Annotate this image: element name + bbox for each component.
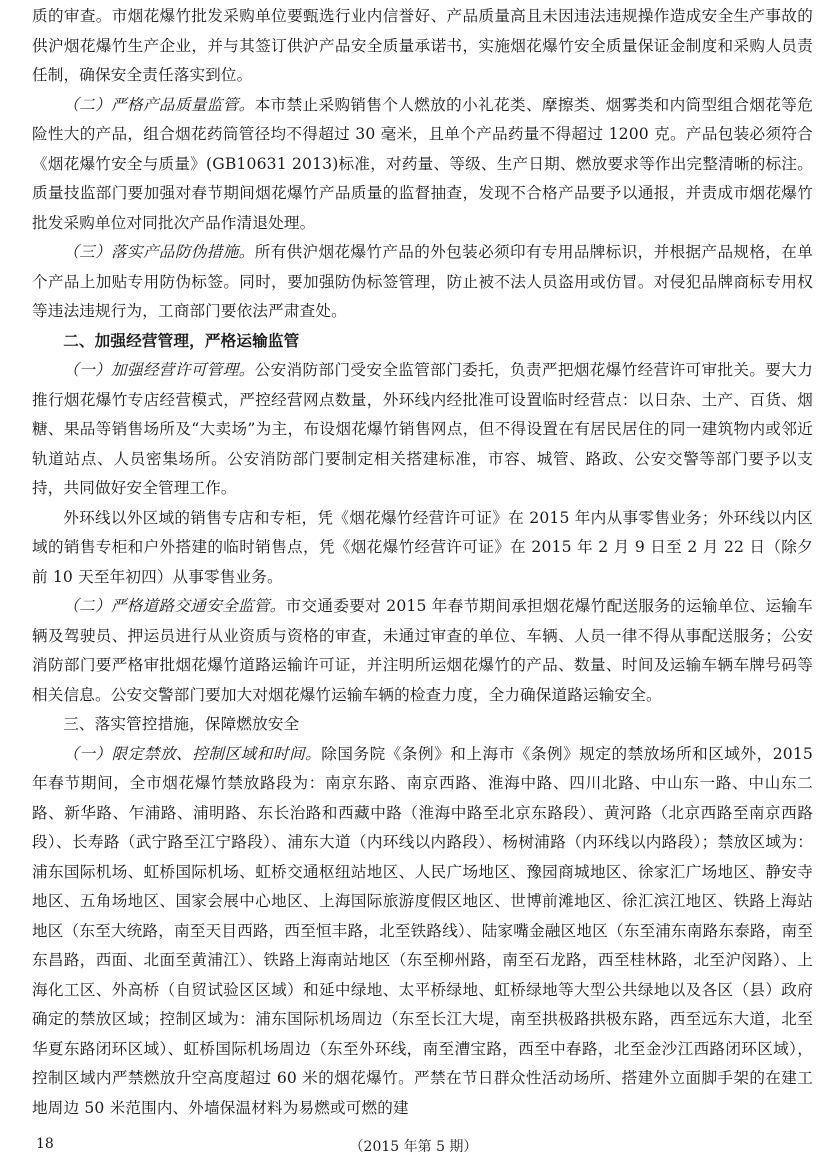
- paragraph-text: 本市禁止采购销售个人燃放的小礼花类、摩擦类、烟雾类和内筒型组合烟花等危险性大的产品，组合烟花药筒管径均不得超过 30 毫米，且单个产品药量不得超过 1200 克。产品包装必须符合《烟花爆竹安全与质量》(GB10631 2013)标准，对药量、等级、生产日期、燃放要求等作出完整清晰的标注。质量技监部门要加强对春节期间烟花爆竹产品质量的监督抽查，发现不合格产品要予以通报，并责成市烟花爆竹批发采购单位对同批次产品作清退处理。: [32, 95, 813, 232]
- paragraph-text: 质的审查。市烟花爆竹批发采购单位要甄选行业内信誉好、产品质量高且未因违法违规操作造成安全生产事故的供沪烟花爆竹生产企业，并与其签订供沪产品安全质量承诺书，实施烟花爆竹安全质量保证金制度和采购人员责任制，确保安全责任落实到位。: [32, 7, 813, 84]
- paragraph-anti-counterfeit: [32, 238, 813, 327]
- subsection-label: （二）严格道路交通安全监管。: [63, 597, 286, 615]
- paragraph-text: 外环线以外区域的销售专店和专柜，凭《烟花爆竹经营许可证》在 2015 年内从事零售业务；外环线以内区域的销售专柜和户外搭建的临时销售点，凭《烟花爆竹经营许可证》在 2015 年 2 月 9 日至 2 月 22 日（除夕前 10 天至年初四）从事零售业务。: [32, 508, 813, 586]
- paragraph-text: 市交通委要对 2015 年春节期间承担烟花爆竹配送服务的运输单位、运输车辆及驾驶员、押运员进行从业资质与资格的审查，未通过审查的单位、车辆、人员一律不得从事配送服务；公安消防部门要严格审批烟花爆竹道路运输许可证，并注明所运烟花爆竹的产品、数量、时间及运输车辆车牌号码等相关信息。公安交警部门要加大对烟花爆竹运输车辆的检查力度，全力确保道路运输安全。: [32, 597, 813, 704]
- paragraph-quality-review: [32, 2, 813, 91]
- page-footer: [0, 1132, 827, 1162]
- paragraph-business-license: [32, 356, 813, 504]
- paragraph-text: 所有供沪烟花爆竹产品的外包装必须印有专用品牌标识，并根据产品规格，在单个产品上加贴专用防伪标签。同时，要加强防伪标签管理，防止被不法人员盗用或仿冒。对侵犯品牌商标专用权等违法违规行为，工商部门要依法严肃查处。: [32, 243, 813, 320]
- page-number: 18: [36, 1136, 54, 1152]
- paragraph-product-quality: [32, 91, 813, 239]
- section-heading-3: 三、落实管控措施，保障燃放安全: [63, 715, 300, 733]
- section-heading-2: 二、加强经营管理，严格运输监管: [63, 331, 300, 350]
- paragraph-text: 除国务院《条例》和上海市《条例》规定的禁放场所和区域外，2015 年春节期间，全市烟花爆竹禁放路段为：南京东路、南京西路、淮海中路、四川北路、中山东一路、中山东二路、新华路、乍浦路、浦明路、东长治路和西藏中路（淮海中路至北京东路段）、黄河路（北京西路至南京西路段）、长寿路（武宁路至江宁路段）、浦东大道（内环线以内路段）、杨树浦路（内环线以内路段）；禁放区域为：浦东国际机场、虹桥国际机场、虹桥交通枢纽站地区、人民广场地区、豫园商城地区、徐家汇广场地区、静安寺地区、五角场地区、国家会展中心地区、上海国际旅游度假区地区、世博前滩地区、徐汇滨江地区、铁路上海站地区（东至大统路，南至天目西路，西至恒丰路，北至铁路线）、陆家嘴金融区地区（东至浦东南路东泰路，南至东昌路，西面、北面至黄浦江）、铁路上海南站地区（东至柳州路，南至石龙路，西至桂林路，北至沪闵路）、上海化工区、外高桥（自贸试验区区域）和延中绿地、太平桥绿地、虹桥绿地等大型公共绿地以及各区（县）政府确定的禁放区域；控制区域为：浦东国际机场周边（东至长江大堤，南至拱极路拱极东路，西至远东大道，北至华夏东路闭环区域）、虹桥国际机场周边（东至外环线，南至漕宝路，西至中春路，北至金沙江西路闭环区域），控制区域内严禁燃放升空高度超过 60 米的烟花爆竹。严禁在节日群众性活动场所、搭建外立面脚手架的在建工地周边 50 米范围内、外墙保温材料为易燃或可燃的建: [32, 744, 813, 1117]
- paragraph-outer-ring-sales: [32, 504, 813, 593]
- issue-label: （2015 年第 5 期）: [349, 1139, 478, 1155]
- paragraph-restricted-zones: [32, 740, 813, 1124]
- paragraph-text: 公安消防部门受安全监管部门委托，负责严把烟花爆竹经营许可审批关。要大力推行烟花爆竹专店经营模式，严控经营网点数量，外环线内经批准可设置临时经营点：以日杂、土产、百货、烟糖、果品等销售场所及“大卖场”为主，布设烟花爆竹销售网点，但不得设置在有居民居住的同一建筑物内或邻近轨道站点、人员密集场所。公安消防部门要制定相关搭建标准，市容、城管、路政、公安交警等部门要予以支持，共同做好安全管理工作。: [32, 361, 813, 497]
- paragraph-road-transport: [32, 592, 813, 710]
- subsection-label: （一）限定禁放、控制区域和时间。: [63, 744, 322, 763]
- subsection-label: （一）加强经营许可管理。: [63, 361, 255, 379]
- subsection-label: （三）落实产品防伪措施。: [63, 243, 255, 261]
- subsection-label: （二）严格产品质量监管。: [63, 95, 255, 114]
